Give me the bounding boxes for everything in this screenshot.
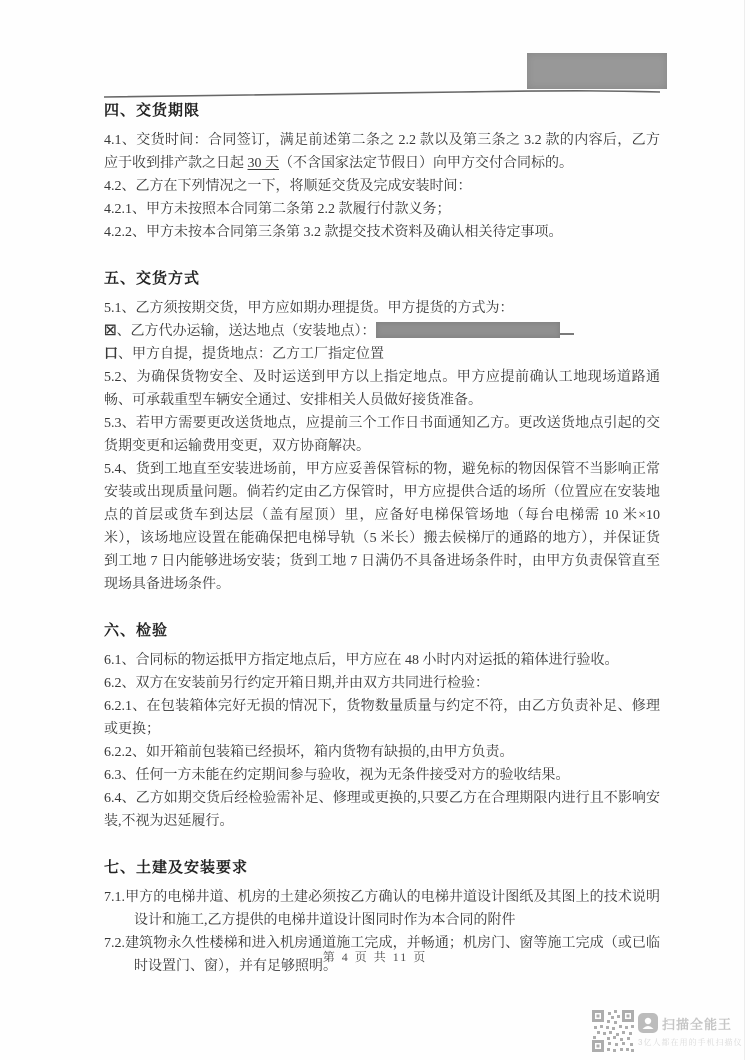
redaction-box-address (376, 322, 560, 338)
section-heading: 六、检验 (104, 623, 169, 639)
clause-6-1: 6.1、合同标的物运抵甲方指定地点后，甲方应在 48 小时内对运抵的箱体进行验收。 (104, 653, 619, 668)
clause-7-2: 7.2.建筑物永久性楼梯和进入机房通道施工完成，并畅通；机房门、窗等施工完成（或已临时设置门、窗），并有足够照明。 (104, 936, 660, 974)
camscanner-tagline: 3亿人都在用的手机扫描仪 (638, 1038, 743, 1047)
clause-6-3: 6.3、任何一方未能在约定期间参与验收，视为无条件接受对方的验收结果。 (104, 768, 570, 783)
section-heading: 七、土建及安装要求 (104, 860, 249, 876)
clause-4-2-2: 4.2.2、甲方未按本合同第三条第 3.2 款提交技术资料及确认相关待定事项。 (104, 225, 563, 240)
delivery-option-transport: ☒、乙方代办运输，送达地点（安装地点）： (104, 320, 660, 343)
clause-7-1: 7.1.甲方的电梯井道、机房的土建必须按乙方确认的电梯井道设计图纸及其图上的技术说明设计和施工,乙方提供的电梯井道设计图同时作为本合同的附件 (104, 890, 660, 928)
delivery-option-pickup: 口、甲方自提，提货地点：乙方工厂指定位置 (104, 347, 384, 362)
page-number: 第 4 页 共 11 页 (322, 950, 428, 964)
clause-6-2: 6.2、双方在安装前另行约定开箱日期,并由双方共同进行检验： (104, 676, 489, 691)
clause-4-2: 4.2、乙方在下列情况之一下，将顺延交货及完成安装时间： (104, 179, 472, 194)
clause-5-1: 5.1、乙方须按期交货，甲方应如期办理提货。甲方提货的方式为： (104, 301, 514, 316)
qr-code-icon (592, 1010, 634, 1052)
clause-4-2-1: 4.2.1、甲方未按照本合同第二条第 2.2 款履行付款义务； (104, 202, 451, 217)
clause-5-4: 5.4、货到工地直至安装进场前，甲方应妥善保管标的物，避免标的物因保管不当影响正常安装或出现质量问题。倘若约定由乙方保管时，甲方应提供合适的场所（位置应在安装地点的首层或货车到达层（盖有屋顶）里，应备好电梯保管场地（每台电梯需 10 米×10 米），该场地应设置在能确保把电梯导轨（5 米长）搬去候梯厅的通路的地方），并保证货到工地 7 日内能够进场安装；货到工地 7 日满仍不具备进场条件时，由甲方负责保管直至现场具备进场条件。 (104, 462, 660, 592)
clause-5-2: 5.2、为确保货物安全、及时运送到甲方以上指定地点。甲方应提前确认工地现场道路通畅、可承载重型车辆安全通过、安排相关人员做好接货准备。 (104, 370, 660, 408)
underlined-30-days: 30 天 (247, 156, 279, 171)
clause-5-3: 5.3、若甲方需要更改送货地点，应提前三个工作日书面通知乙方。更改送货地点引起的交货期变更和运输费用变更，双方协商解决。 (104, 416, 660, 454)
camscanner-watermark (590, 1006, 750, 1060)
contract-body (104, 0, 660, 978)
address-underline (560, 321, 574, 335)
clause-6-2-1: 6.2.1、在包装箱体完好无损的情况下，货物数量质量与约定不符，由乙方负责补足、修理或更换； (104, 699, 660, 737)
section-heading: 四、交货期限 (104, 103, 201, 119)
section-delivery-method (104, 268, 660, 596)
clause-4-1: 4.1、交货时间：合同签订，满足前述第二条之 2.2 款以及第三条之 3.2 款的内容后，乙方应于收到排产款之日起 30 天（不含国家法定节假日）向甲方交付合同标的。 (104, 133, 660, 171)
camscanner-logo-icon (638, 1013, 658, 1033)
unchecked-checkbox: 口 (104, 347, 118, 362)
section-delivery-deadline (104, 100, 660, 244)
section-heading: 五、交货方式 (104, 271, 201, 287)
clause-6-2-2: 6.2.2、如开箱前包装箱已经损坏，箱内货物有缺损的,由甲方负责。 (104, 745, 514, 760)
checked-checkbox: ☒ (104, 324, 117, 339)
clause-6-4: 6.4、乙方如期交货后经检验需补足、修理或更换的,只要乙方在合理期限内进行且不影响安装,不视为迟延履行。 (104, 791, 660, 829)
section-inspection (104, 620, 660, 833)
camscanner-app-name: 扫描全能王 (662, 1017, 733, 1032)
scan-page-edge (744, 0, 745, 1060)
